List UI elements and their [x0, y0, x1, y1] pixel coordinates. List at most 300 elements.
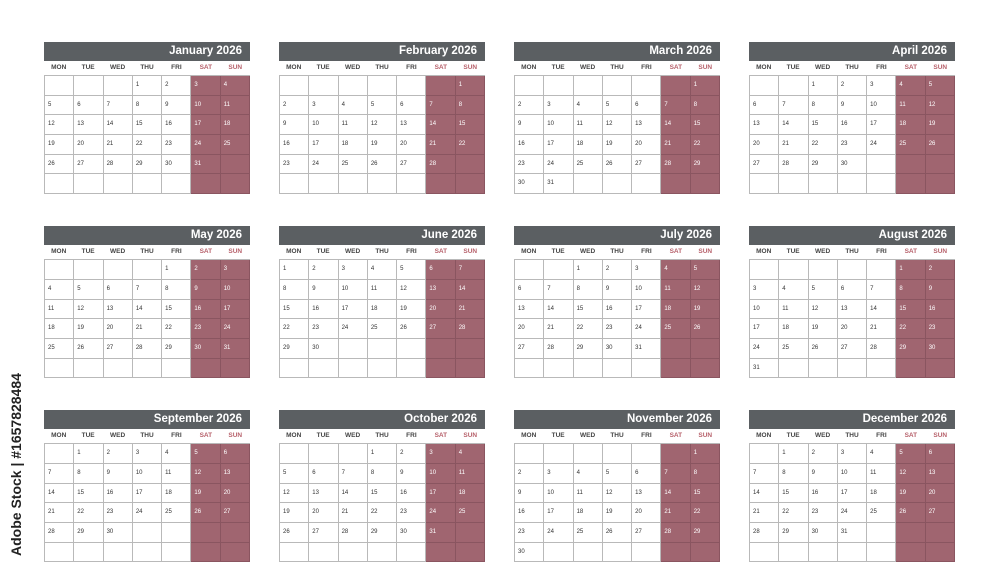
day-cell[interactable]: [133, 359, 162, 379]
day-cell[interactable]: 5: [368, 96, 397, 116]
day-cell[interactable]: 20: [632, 135, 661, 155]
day-cell[interactable]: 7: [779, 96, 808, 116]
day-cell[interactable]: 16: [603, 300, 632, 320]
day-cell[interactable]: 13: [632, 484, 661, 504]
day-cell[interactable]: 21: [104, 135, 133, 155]
day-cell[interactable]: 22: [779, 503, 808, 523]
day-cell[interactable]: [339, 444, 368, 464]
day-cell[interactable]: 26: [368, 155, 397, 175]
day-cell[interactable]: 21: [544, 319, 573, 339]
day-cell[interactable]: 24: [838, 503, 867, 523]
day-cell[interactable]: [104, 260, 133, 280]
day-cell[interactable]: 14: [544, 300, 573, 320]
day-cell[interactable]: 22: [456, 135, 485, 155]
day-cell[interactable]: [221, 155, 250, 175]
day-cell[interactable]: 17: [309, 135, 338, 155]
day-cell[interactable]: 8: [162, 280, 191, 300]
day-cell[interactable]: 30: [603, 339, 632, 359]
day-cell[interactable]: [45, 543, 74, 563]
day-cell[interactable]: 30: [397, 523, 426, 543]
day-cell[interactable]: 25: [45, 339, 74, 359]
day-cell[interactable]: 1: [456, 76, 485, 96]
day-cell[interactable]: [368, 76, 397, 96]
day-cell[interactable]: 7: [426, 96, 455, 116]
day-cell[interactable]: 5: [926, 76, 955, 96]
day-cell[interactable]: 4: [456, 444, 485, 464]
day-cell[interactable]: 19: [603, 503, 632, 523]
day-cell[interactable]: [809, 543, 838, 563]
day-cell[interactable]: 15: [691, 484, 720, 504]
day-cell[interactable]: 9: [104, 464, 133, 484]
day-cell[interactable]: 16: [280, 135, 309, 155]
day-cell[interactable]: 7: [750, 464, 779, 484]
day-cell[interactable]: [280, 76, 309, 96]
day-cell[interactable]: 3: [838, 444, 867, 464]
day-cell[interactable]: [809, 260, 838, 280]
day-cell[interactable]: [191, 543, 220, 563]
day-cell[interactable]: 28: [867, 339, 896, 359]
day-cell[interactable]: [603, 444, 632, 464]
day-cell[interactable]: 12: [397, 280, 426, 300]
day-cell[interactable]: 27: [426, 319, 455, 339]
day-cell[interactable]: 19: [45, 135, 74, 155]
day-cell[interactable]: 10: [221, 280, 250, 300]
day-cell[interactable]: 6: [104, 280, 133, 300]
day-cell[interactable]: 17: [544, 503, 573, 523]
day-cell[interactable]: 27: [632, 155, 661, 175]
day-cell[interactable]: 24: [632, 319, 661, 339]
day-cell[interactable]: [339, 339, 368, 359]
day-cell[interactable]: 12: [896, 464, 925, 484]
day-cell[interactable]: 31: [191, 155, 220, 175]
day-cell[interactable]: 2: [397, 444, 426, 464]
day-cell[interactable]: [867, 260, 896, 280]
day-cell[interactable]: 15: [809, 115, 838, 135]
day-cell[interactable]: [74, 174, 103, 194]
day-cell[interactable]: 16: [309, 300, 338, 320]
day-cell[interactable]: 4: [162, 444, 191, 464]
day-cell[interactable]: 10: [309, 115, 338, 135]
day-cell[interactable]: 27: [926, 503, 955, 523]
day-cell[interactable]: [750, 260, 779, 280]
day-cell[interactable]: 21: [779, 135, 808, 155]
day-cell[interactable]: 14: [750, 484, 779, 504]
day-cell[interactable]: 30: [809, 523, 838, 543]
day-cell[interactable]: 15: [779, 484, 808, 504]
day-cell[interactable]: 19: [280, 503, 309, 523]
day-cell[interactable]: 17: [191, 115, 220, 135]
day-cell[interactable]: 10: [426, 464, 455, 484]
day-cell[interactable]: [221, 523, 250, 543]
day-cell[interactable]: [456, 174, 485, 194]
day-cell[interactable]: 15: [574, 300, 603, 320]
day-cell[interactable]: 17: [867, 115, 896, 135]
day-cell[interactable]: 10: [838, 464, 867, 484]
day-cell[interactable]: 23: [603, 319, 632, 339]
day-cell[interactable]: 24: [544, 155, 573, 175]
day-cell[interactable]: 18: [779, 319, 808, 339]
day-cell[interactable]: 28: [661, 155, 690, 175]
day-cell[interactable]: 20: [515, 319, 544, 339]
day-cell[interactable]: [309, 76, 338, 96]
day-cell[interactable]: 13: [104, 300, 133, 320]
day-cell[interactable]: 4: [896, 76, 925, 96]
day-cell[interactable]: [280, 543, 309, 563]
day-cell[interactable]: 30: [191, 339, 220, 359]
day-cell[interactable]: 17: [339, 300, 368, 320]
day-cell[interactable]: 22: [368, 503, 397, 523]
day-cell[interactable]: [544, 444, 573, 464]
day-cell[interactable]: [661, 339, 690, 359]
day-cell[interactable]: 28: [426, 155, 455, 175]
day-cell[interactable]: [926, 174, 955, 194]
day-cell[interactable]: 6: [750, 96, 779, 116]
day-cell[interactable]: [426, 76, 455, 96]
day-cell[interactable]: 6: [74, 96, 103, 116]
day-cell[interactable]: [309, 543, 338, 563]
day-cell[interactable]: 11: [45, 300, 74, 320]
day-cell[interactable]: 1: [368, 444, 397, 464]
day-cell[interactable]: 19: [603, 135, 632, 155]
day-cell[interactable]: [926, 543, 955, 563]
day-cell[interactable]: [397, 174, 426, 194]
day-cell[interactable]: 27: [632, 523, 661, 543]
day-cell[interactable]: 13: [750, 115, 779, 135]
day-cell[interactable]: 30: [309, 339, 338, 359]
day-cell[interactable]: 9: [515, 115, 544, 135]
day-cell[interactable]: 2: [191, 260, 220, 280]
day-cell[interactable]: 29: [162, 339, 191, 359]
day-cell[interactable]: 17: [133, 484, 162, 504]
day-cell[interactable]: [574, 359, 603, 379]
day-cell[interactable]: 1: [779, 444, 808, 464]
day-cell[interactable]: 26: [191, 503, 220, 523]
day-cell[interactable]: 11: [779, 300, 808, 320]
day-cell[interactable]: 9: [926, 280, 955, 300]
day-cell[interactable]: 25: [456, 503, 485, 523]
day-cell[interactable]: [574, 444, 603, 464]
day-cell[interactable]: 28: [339, 523, 368, 543]
day-cell[interactable]: 5: [397, 260, 426, 280]
day-cell[interactable]: [162, 174, 191, 194]
day-cell[interactable]: 19: [74, 319, 103, 339]
day-cell[interactable]: 14: [661, 115, 690, 135]
day-cell[interactable]: 29: [896, 339, 925, 359]
day-cell[interactable]: 26: [691, 319, 720, 339]
day-cell[interactable]: [221, 543, 250, 563]
day-cell[interactable]: 19: [397, 300, 426, 320]
day-cell[interactable]: 14: [45, 484, 74, 504]
day-cell[interactable]: 10: [133, 464, 162, 484]
day-cell[interactable]: 27: [397, 155, 426, 175]
day-cell[interactable]: [867, 359, 896, 379]
day-cell[interactable]: 19: [691, 300, 720, 320]
day-cell[interactable]: 16: [515, 135, 544, 155]
day-cell[interactable]: 9: [515, 484, 544, 504]
day-cell[interactable]: [779, 359, 808, 379]
day-cell[interactable]: [397, 339, 426, 359]
day-cell[interactable]: 9: [603, 280, 632, 300]
day-cell[interactable]: 22: [691, 135, 720, 155]
day-cell[interactable]: 26: [603, 523, 632, 543]
day-cell[interactable]: 7: [661, 464, 690, 484]
day-cell[interactable]: 21: [750, 503, 779, 523]
day-cell[interactable]: [397, 359, 426, 379]
day-cell[interactable]: 24: [867, 135, 896, 155]
day-cell[interactable]: [45, 444, 74, 464]
day-cell[interactable]: 22: [74, 503, 103, 523]
day-cell[interactable]: 8: [691, 464, 720, 484]
day-cell[interactable]: 20: [632, 503, 661, 523]
day-cell[interactable]: [632, 359, 661, 379]
day-cell[interactable]: [896, 155, 925, 175]
day-cell[interactable]: 13: [632, 115, 661, 135]
day-cell[interactable]: [45, 174, 74, 194]
day-cell[interactable]: [896, 543, 925, 563]
day-cell[interactable]: 9: [191, 280, 220, 300]
day-cell[interactable]: 19: [368, 135, 397, 155]
day-cell[interactable]: 19: [809, 319, 838, 339]
day-cell[interactable]: 22: [162, 319, 191, 339]
day-cell[interactable]: 24: [426, 503, 455, 523]
day-cell[interactable]: [221, 359, 250, 379]
day-cell[interactable]: 16: [397, 484, 426, 504]
day-cell[interactable]: [456, 339, 485, 359]
day-cell[interactable]: 3: [544, 464, 573, 484]
day-cell[interactable]: 31: [838, 523, 867, 543]
day-cell[interactable]: 20: [309, 503, 338, 523]
day-cell[interactable]: [896, 523, 925, 543]
day-cell[interactable]: 8: [368, 464, 397, 484]
day-cell[interactable]: [162, 523, 191, 543]
day-cell[interactable]: 8: [280, 280, 309, 300]
day-cell[interactable]: 9: [397, 464, 426, 484]
day-cell[interactable]: 4: [661, 260, 690, 280]
day-cell[interactable]: [779, 543, 808, 563]
day-cell[interactable]: 11: [867, 464, 896, 484]
day-cell[interactable]: 14: [339, 484, 368, 504]
day-cell[interactable]: 6: [632, 96, 661, 116]
day-cell[interactable]: 15: [456, 115, 485, 135]
day-cell[interactable]: 5: [45, 96, 74, 116]
day-cell[interactable]: 17: [632, 300, 661, 320]
day-cell[interactable]: 1: [280, 260, 309, 280]
day-cell[interactable]: 23: [809, 503, 838, 523]
day-cell[interactable]: 11: [574, 115, 603, 135]
day-cell[interactable]: 22: [280, 319, 309, 339]
day-cell[interactable]: 14: [456, 280, 485, 300]
day-cell[interactable]: 23: [838, 135, 867, 155]
day-cell[interactable]: 25: [574, 155, 603, 175]
day-cell[interactable]: 23: [104, 503, 133, 523]
day-cell[interactable]: 7: [104, 96, 133, 116]
day-cell[interactable]: 25: [896, 135, 925, 155]
day-cell[interactable]: 19: [191, 484, 220, 504]
day-cell[interactable]: 3: [221, 260, 250, 280]
day-cell[interactable]: 15: [133, 115, 162, 135]
day-cell[interactable]: [515, 359, 544, 379]
day-cell[interactable]: 18: [867, 484, 896, 504]
day-cell[interactable]: 26: [809, 339, 838, 359]
day-cell[interactable]: 5: [691, 260, 720, 280]
day-cell[interactable]: 8: [779, 464, 808, 484]
day-cell[interactable]: [838, 174, 867, 194]
day-cell[interactable]: 1: [133, 76, 162, 96]
day-cell[interactable]: [691, 543, 720, 563]
day-cell[interactable]: 17: [221, 300, 250, 320]
day-cell[interactable]: [74, 76, 103, 96]
day-cell[interactable]: [867, 174, 896, 194]
day-cell[interactable]: 17: [838, 484, 867, 504]
day-cell[interactable]: 3: [133, 444, 162, 464]
day-cell[interactable]: [368, 359, 397, 379]
day-cell[interactable]: 2: [926, 260, 955, 280]
day-cell[interactable]: 12: [809, 300, 838, 320]
day-cell[interactable]: 15: [280, 300, 309, 320]
day-cell[interactable]: [603, 359, 632, 379]
day-cell[interactable]: 29: [74, 523, 103, 543]
day-cell[interactable]: 13: [309, 484, 338, 504]
day-cell[interactable]: 3: [632, 260, 661, 280]
day-cell[interactable]: 15: [896, 300, 925, 320]
day-cell[interactable]: 3: [544, 96, 573, 116]
day-cell[interactable]: 13: [221, 464, 250, 484]
day-cell[interactable]: [339, 76, 368, 96]
day-cell[interactable]: [632, 543, 661, 563]
day-cell[interactable]: 23: [162, 135, 191, 155]
day-cell[interactable]: 24: [750, 339, 779, 359]
day-cell[interactable]: [74, 359, 103, 379]
day-cell[interactable]: 31: [632, 339, 661, 359]
day-cell[interactable]: 1: [809, 76, 838, 96]
day-cell[interactable]: [133, 523, 162, 543]
day-cell[interactable]: 1: [74, 444, 103, 464]
day-cell[interactable]: 19: [896, 484, 925, 504]
day-cell[interactable]: 10: [632, 280, 661, 300]
day-cell[interactable]: [191, 523, 220, 543]
day-cell[interactable]: 26: [45, 155, 74, 175]
day-cell[interactable]: 20: [397, 135, 426, 155]
day-cell[interactable]: 28: [133, 339, 162, 359]
day-cell[interactable]: 23: [280, 155, 309, 175]
day-cell[interactable]: [809, 359, 838, 379]
day-cell[interactable]: 16: [191, 300, 220, 320]
day-cell[interactable]: 6: [309, 464, 338, 484]
day-cell[interactable]: 11: [221, 96, 250, 116]
day-cell[interactable]: 9: [838, 96, 867, 116]
day-cell[interactable]: [750, 543, 779, 563]
day-cell[interactable]: 23: [309, 319, 338, 339]
day-cell[interactable]: [691, 339, 720, 359]
day-cell[interactable]: 9: [280, 115, 309, 135]
day-cell[interactable]: 18: [368, 300, 397, 320]
day-cell[interactable]: [133, 543, 162, 563]
day-cell[interactable]: [456, 155, 485, 175]
day-cell[interactable]: 3: [426, 444, 455, 464]
day-cell[interactable]: 23: [926, 319, 955, 339]
day-cell[interactable]: 22: [691, 503, 720, 523]
day-cell[interactable]: 17: [750, 319, 779, 339]
day-cell[interactable]: 8: [896, 280, 925, 300]
day-cell[interactable]: 8: [456, 96, 485, 116]
day-cell[interactable]: 21: [45, 503, 74, 523]
day-cell[interactable]: [426, 174, 455, 194]
day-cell[interactable]: [74, 260, 103, 280]
day-cell[interactable]: 6: [926, 444, 955, 464]
day-cell[interactable]: [74, 543, 103, 563]
day-cell[interactable]: 21: [661, 503, 690, 523]
day-cell[interactable]: 14: [133, 300, 162, 320]
day-cell[interactable]: 25: [339, 155, 368, 175]
day-cell[interactable]: [574, 174, 603, 194]
day-cell[interactable]: 29: [779, 523, 808, 543]
day-cell[interactable]: [632, 76, 661, 96]
day-cell[interactable]: 18: [162, 484, 191, 504]
day-cell[interactable]: [456, 543, 485, 563]
day-cell[interactable]: 13: [926, 464, 955, 484]
day-cell[interactable]: 8: [133, 96, 162, 116]
day-cell[interactable]: 4: [574, 96, 603, 116]
day-cell[interactable]: 21: [133, 319, 162, 339]
day-cell[interactable]: 21: [456, 300, 485, 320]
day-cell[interactable]: 20: [104, 319, 133, 339]
day-cell[interactable]: 5: [603, 96, 632, 116]
day-cell[interactable]: 1: [896, 260, 925, 280]
day-cell[interactable]: 25: [162, 503, 191, 523]
day-cell[interactable]: 14: [661, 484, 690, 504]
day-cell[interactable]: 15: [162, 300, 191, 320]
day-cell[interactable]: 13: [515, 300, 544, 320]
day-cell[interactable]: 24: [191, 135, 220, 155]
day-cell[interactable]: 6: [221, 444, 250, 464]
day-cell[interactable]: [339, 543, 368, 563]
day-cell[interactable]: 3: [309, 96, 338, 116]
day-cell[interactable]: [104, 76, 133, 96]
day-cell[interactable]: 4: [779, 280, 808, 300]
day-cell[interactable]: 29: [368, 523, 397, 543]
day-cell[interactable]: [603, 174, 632, 194]
day-cell[interactable]: [426, 339, 455, 359]
day-cell[interactable]: 29: [574, 339, 603, 359]
day-cell[interactable]: 10: [750, 300, 779, 320]
day-cell[interactable]: [779, 174, 808, 194]
day-cell[interactable]: 23: [515, 523, 544, 543]
day-cell[interactable]: 26: [280, 523, 309, 543]
day-cell[interactable]: 16: [515, 503, 544, 523]
day-cell[interactable]: 27: [74, 155, 103, 175]
day-cell[interactable]: 1: [691, 76, 720, 96]
day-cell[interactable]: 9: [309, 280, 338, 300]
day-cell[interactable]: 24: [544, 523, 573, 543]
day-cell[interactable]: 20: [750, 135, 779, 155]
day-cell[interactable]: 11: [368, 280, 397, 300]
day-cell[interactable]: [779, 76, 808, 96]
day-cell[interactable]: [397, 543, 426, 563]
day-cell[interactable]: 22: [133, 135, 162, 155]
day-cell[interactable]: 25: [574, 523, 603, 543]
day-cell[interactable]: 2: [280, 96, 309, 116]
day-cell[interactable]: [544, 359, 573, 379]
day-cell[interactable]: [426, 543, 455, 563]
day-cell[interactable]: 18: [456, 484, 485, 504]
day-cell[interactable]: 29: [280, 339, 309, 359]
day-cell[interactable]: 5: [280, 464, 309, 484]
day-cell[interactable]: 29: [691, 523, 720, 543]
day-cell[interactable]: 6: [632, 464, 661, 484]
day-cell[interactable]: 13: [426, 280, 455, 300]
day-cell[interactable]: 2: [809, 444, 838, 464]
day-cell[interactable]: 7: [456, 260, 485, 280]
